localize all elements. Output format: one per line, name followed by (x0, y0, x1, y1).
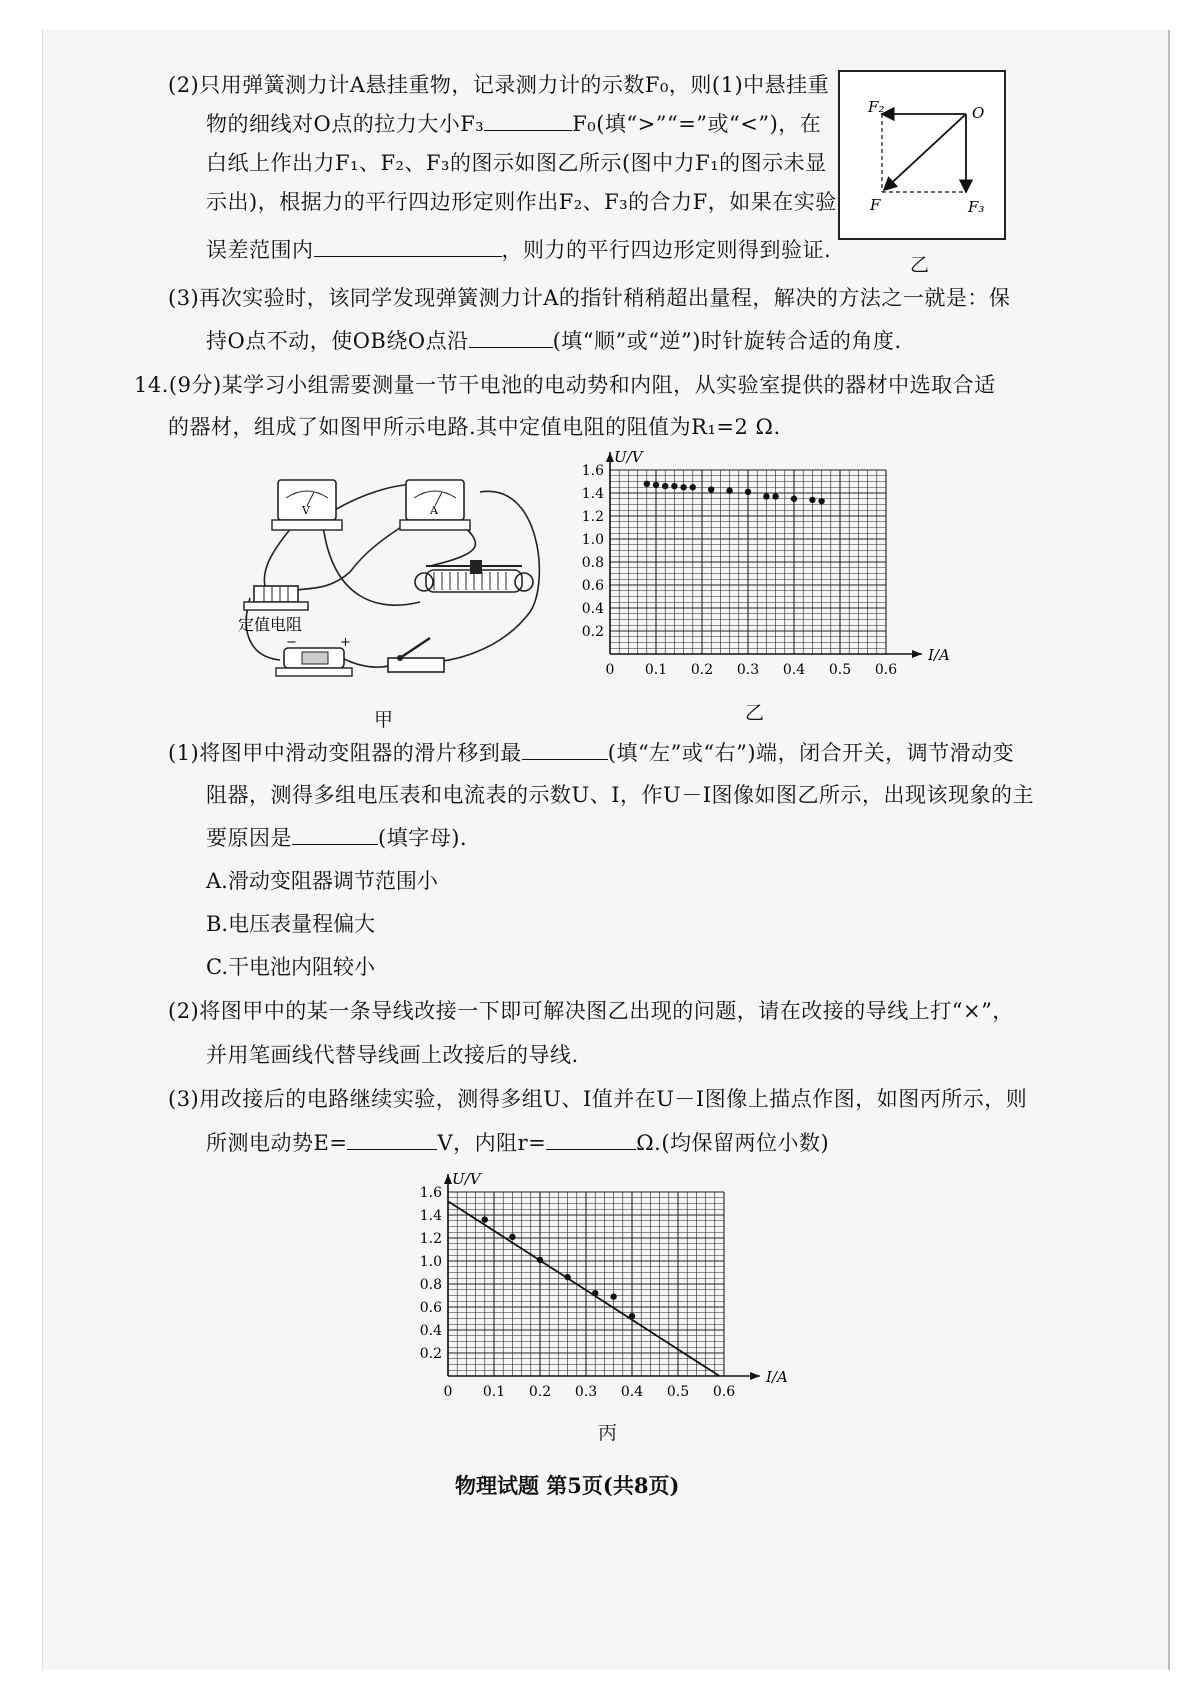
data-point (726, 488, 732, 494)
option-b: B.电压表量程偏大 (206, 912, 376, 936)
q14-intro-line1: 14.(9分)某学习小组需要测量一节干电池的电动势和内阻，从实验室提供的器材中选取合适 (134, 373, 996, 397)
data-point (791, 496, 797, 502)
y-tick-label: 1.0 (581, 532, 604, 548)
data-point (745, 489, 751, 495)
q13-p2-line2-text-b: F₀(填“>”“=”或“<”)，在 (572, 112, 822, 136)
q13-p2-line2 (206, 109, 821, 139)
data-point (671, 483, 677, 489)
y-tick-label: 1.2 (581, 509, 604, 525)
label-f2: F₂ (868, 98, 885, 116)
answer-blank-verify[interactable] (314, 235, 502, 257)
q14-p1-line2: 阻器，测得多组电压表和电流表的示数U、I，作U－I图像如图乙所示，出现该现象的主 (206, 783, 1034, 807)
chart-yi-caption: 乙 (745, 702, 765, 724)
fixed-resistor-label: 定值电阻 (238, 615, 303, 634)
data-point (809, 497, 815, 503)
battery-minus: − (286, 635, 297, 650)
data-point (644, 481, 650, 487)
answer-blank-resistance[interactable] (546, 1128, 636, 1150)
switch[interactable] (388, 638, 444, 672)
x-tick-label: 0.5 (666, 1384, 690, 1400)
option-c: C.干电池内阻较小 (206, 955, 375, 979)
voltmeter (272, 480, 342, 530)
q14-p3-line2-text-c: Ω.(均保留两位小数) (636, 1131, 830, 1155)
q13-p2-line3: 白纸上作出力F₁、F₂、F₃的图示如图乙所示(图中力F₁的图示未显 (206, 151, 827, 175)
chart-bing (410, 1172, 810, 1412)
y-tick-label: 0.6 (419, 1300, 442, 1316)
y-tick-label: 0.4 (419, 1323, 442, 1339)
x-tick-label: 0.2 (528, 1384, 552, 1400)
option-a: A.滑动变阻器调节范围小 (206, 869, 438, 893)
voltmeter-label: V (302, 504, 310, 517)
x-axis-label: I/A (928, 646, 950, 664)
ammeter (400, 480, 470, 530)
y-tick-label: 0.2 (581, 624, 604, 640)
data-point (690, 484, 696, 490)
q13-p3-line2-text-a: 持O点不动，使OB绕O点沿 (206, 329, 469, 353)
q13-p3-line1: (3)再次实验时，该同学发现弹簧测力计A的指针稍稍超出量程，解决的方法之一就是：保 (168, 286, 1011, 310)
chart-grid (610, 470, 886, 654)
y-axis-arrow (444, 1174, 452, 1184)
resultant-f-arrow (884, 114, 966, 190)
circuit-diagram (230, 462, 560, 702)
y-tick-label: 1.4 (419, 1208, 442, 1224)
page-footer: 物理试题 第5页(共8页) (455, 1473, 680, 1498)
q14-p3-line1: (3)用改接后的电路继续实验，测得多组U、I值并在U－I图像上描点作图，如图丙所示，则 (168, 1087, 1028, 1111)
q13-p2-line4: 示出)，根据力的平行四边形定则作出F₂、F₃的合力F，如果在实验 (206, 190, 837, 214)
chart-bing-caption: 丙 (598, 1422, 618, 1444)
x-axis-arrow (750, 1372, 760, 1380)
battery-plus: + (340, 635, 351, 650)
q13-p2-line1: (2)只用弹簧测力计A悬挂重物，记录测力计的示数F₀，则(1)中悬挂重 (168, 73, 830, 97)
answer-blank-f3[interactable] (484, 109, 572, 131)
chart-axes (606, 452, 922, 658)
x-tick-label: 0.1 (482, 1384, 506, 1400)
y-axis-label: U/V (614, 448, 643, 466)
x-tick-label: 0.2 (690, 662, 714, 678)
rheostat-slider[interactable] (470, 560, 482, 574)
q14-p1-line3-text-a: 要原因是 (206, 826, 292, 850)
q13-p2-line5-text-b: ，则力的平行四边形定则得到验证. (501, 238, 832, 262)
data-point (482, 1216, 488, 1222)
data-point (708, 486, 714, 492)
data-point (564, 1274, 570, 1280)
ammeter-label: A (430, 504, 438, 517)
x-tick-label: 0.5 (828, 662, 852, 678)
fig-jia-caption: 甲 (374, 709, 394, 731)
q14-p2-line2: 并用笔画线代替导线画上改接后的导线. (206, 1043, 579, 1067)
chart-axes (444, 1174, 760, 1380)
y-tick-label: 0.2 (419, 1346, 442, 1362)
y-tick-label: 1.6 (581, 463, 604, 479)
x-tick-label: 0.3 (736, 662, 760, 678)
x-tick-label: 0.4 (782, 662, 806, 678)
q13-p3-line2 (206, 326, 902, 356)
data-point (772, 493, 778, 499)
answer-blank-reason[interactable] (292, 823, 378, 845)
data-point (763, 493, 769, 499)
answer-blank-slider-end[interactable] (522, 738, 608, 760)
q14-p3-line2-text-b: V，内阻r= (437, 1131, 547, 1155)
q13-p2-line2-text-a: 物的细线对O点的拉力大小F₃ (206, 112, 485, 136)
y-tick-label: 0.8 (581, 555, 604, 571)
x-tick-label: 0.6 (874, 662, 898, 678)
y-tick-label: 0.6 (581, 578, 604, 594)
answer-blank-rotation[interactable] (469, 326, 553, 348)
data-point (537, 1257, 543, 1263)
force-diagram (840, 72, 1004, 238)
chart-grid (448, 1192, 724, 1376)
y-axis-label: U/V (452, 1170, 481, 1188)
x-tick-label: 0.3 (574, 1384, 598, 1400)
y-tick-label: 1.0 (419, 1254, 442, 1270)
q14-intro-line2: 的器材，组成了如图甲所示电路.其中定值电阻的阻值为R₁=2 Ω. (168, 415, 781, 439)
q14-p3-line2-text-a: 所测电动势E= (206, 1131, 348, 1155)
x-tick-label: 0 (605, 662, 615, 678)
data-point (818, 498, 824, 504)
q14-p1-line3 (206, 823, 467, 853)
data-point (662, 483, 668, 489)
data-point (653, 482, 659, 488)
x-tick-label: 0.1 (644, 662, 668, 678)
fig-yi-force-caption: 乙 (910, 254, 930, 276)
y-axis-arrow (606, 452, 614, 462)
label-f: F (870, 196, 881, 214)
data-point (629, 1313, 635, 1319)
x-axis-label: I/A (766, 1368, 788, 1386)
x-tick-label: 0 (443, 1384, 453, 1400)
battery (276, 635, 352, 676)
q14-p3-line2 (206, 1128, 829, 1158)
q14-p1-line1-text-a: (1)将图甲中滑动变阻器的滑片移到最 (168, 741, 522, 765)
q14-p2-line1: (2)将图甲中的某一条导线改接一下即可解决图乙出现的问题，请在改接的导线上打“×”， (168, 999, 1014, 1023)
y-tick-label: 0.8 (419, 1277, 442, 1293)
data-point (509, 1234, 515, 1240)
force-diagram-box (838, 70, 1006, 240)
q13-p3-line2-text-b: (填“顺”或“逆”)时针旋转合适的角度. (552, 329, 902, 353)
chart-yi (581, 448, 968, 690)
x-tick-label: 0.4 (620, 1384, 644, 1400)
label-f3: F₃ (968, 198, 985, 216)
data-point (592, 1290, 598, 1296)
q14-p1-line3-text-b: (填字母). (378, 826, 468, 850)
q14-p1-line1-text-b: (填“左”或“右”)端，闭合开关，调节滑动变 (607, 741, 1015, 765)
fit-line (448, 1201, 719, 1376)
y-tick-label: 1.4 (581, 486, 604, 502)
answer-blank-emf[interactable] (347, 1128, 437, 1150)
x-tick-label: 0.6 (712, 1384, 736, 1400)
x-axis-arrow (912, 650, 922, 658)
data-point (610, 1293, 616, 1299)
fixed-resistor (244, 586, 308, 610)
q14-p1-line1 (168, 738, 1014, 768)
y-tick-label: 1.2 (419, 1231, 442, 1247)
q13-p2-line5 (206, 235, 831, 265)
y-tick-label: 0.4 (581, 601, 604, 617)
data-point (680, 484, 686, 490)
q13-p2-line5-text-a: 误差范围内 (206, 238, 314, 262)
y-tick-label: 1.6 (419, 1185, 442, 1201)
label-o: O (972, 104, 985, 122)
